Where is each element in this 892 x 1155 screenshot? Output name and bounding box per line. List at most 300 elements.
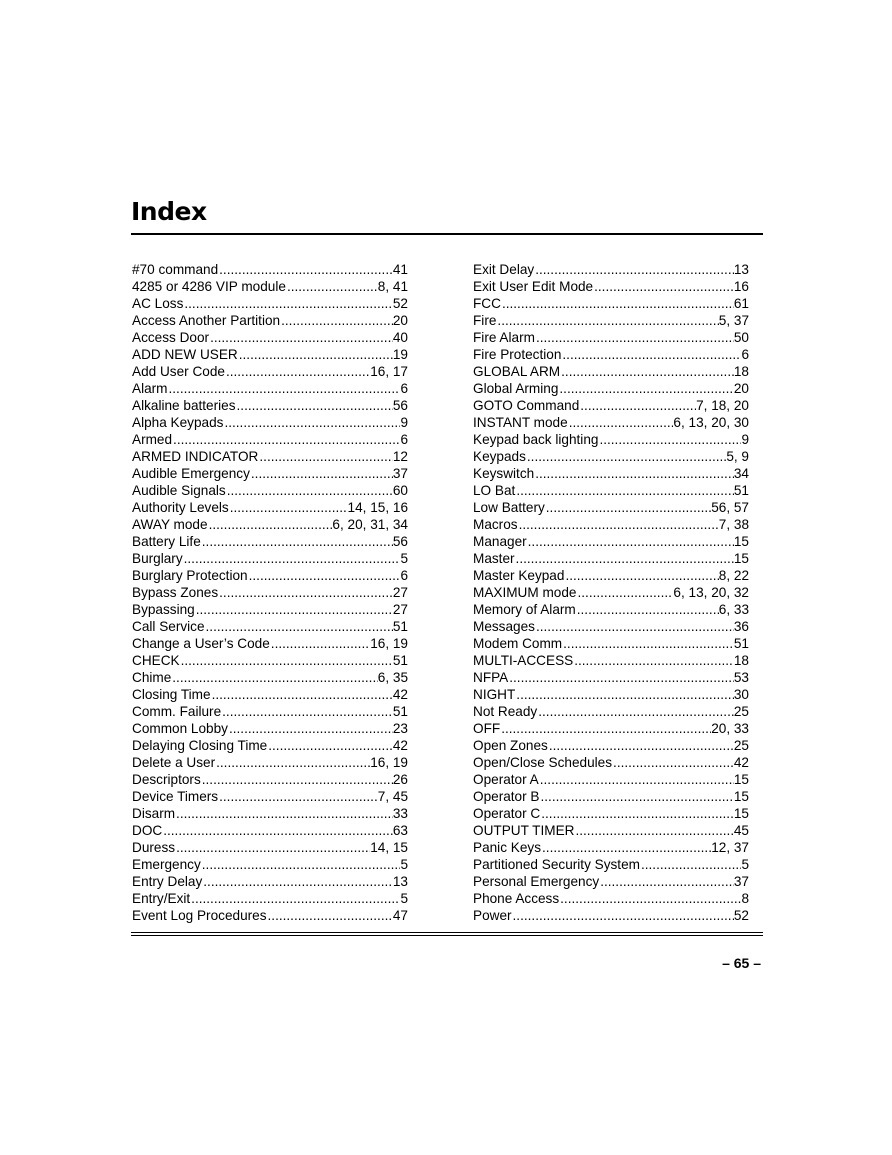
index-term: INSTANT mode	[473, 415, 568, 430]
index-pages: 51	[392, 653, 408, 668]
index-term: Entry Delay	[132, 874, 203, 889]
dot-leader	[558, 380, 733, 397]
index-pages: 6, 35	[377, 670, 408, 685]
index-term: Power	[473, 908, 512, 923]
index-term: Memory of Alarm	[473, 602, 576, 617]
index-pages: 33	[392, 806, 408, 821]
index-entry	[132, 380, 408, 397]
index-term: Descriptors	[132, 772, 201, 787]
index-entry	[132, 278, 408, 295]
index-entry	[473, 754, 749, 771]
index-entry	[473, 584, 749, 601]
index-pages: 16, 19	[370, 755, 408, 770]
dot-leader	[215, 754, 370, 771]
index-pages: 13	[733, 262, 749, 277]
dot-leader	[171, 669, 377, 686]
index-entry	[473, 788, 749, 805]
index-pages: 6, 13, 20, 32	[673, 585, 749, 600]
index-pages: 6	[400, 568, 408, 583]
index-term: MULTI-ACCESS	[473, 653, 574, 668]
index-term: Call Service	[132, 619, 205, 634]
dot-leader	[175, 839, 370, 856]
index-pages: 20, 33	[711, 721, 749, 736]
index-pages: 27	[392, 602, 408, 617]
index-pages: 25	[733, 738, 749, 753]
index-entry	[132, 261, 408, 278]
index-term: Emergency	[132, 857, 201, 872]
dot-leader	[540, 805, 734, 822]
index-entry	[132, 295, 408, 312]
dot-leader	[180, 652, 393, 669]
dot-leader	[236, 397, 393, 414]
index-entry	[132, 533, 408, 550]
index-entry	[132, 669, 408, 686]
dot-leader	[545, 499, 711, 516]
index-term: Master Keypad	[473, 568, 565, 583]
index-term: Operator A	[473, 772, 539, 787]
index-term: NFPA	[473, 670, 509, 685]
dot-leader	[183, 550, 401, 567]
index-pages: 12	[392, 449, 408, 464]
index-term: AC Loss	[132, 296, 184, 311]
index-pages: 6	[741, 347, 749, 362]
index-entry	[473, 550, 749, 567]
dot-leader	[559, 890, 741, 907]
dot-leader	[535, 618, 734, 635]
index-term: NIGHT	[473, 687, 516, 702]
index-pages: 51	[392, 619, 408, 634]
dot-leader	[286, 278, 378, 295]
index-column-left	[132, 261, 408, 924]
dot-leader	[593, 278, 734, 295]
index-pages: 6, 13, 20, 30	[673, 415, 749, 430]
index-term: Manager	[473, 534, 527, 549]
dot-leader	[576, 601, 719, 618]
index-pages: 53	[733, 670, 749, 685]
dot-leader	[564, 567, 718, 584]
dot-leader	[500, 720, 711, 737]
index-pages: 61	[733, 296, 749, 311]
index-term: Fire Alarm	[473, 330, 535, 345]
dot-leader	[496, 312, 718, 329]
dot-leader	[218, 261, 393, 278]
index-term: Operator B	[473, 789, 540, 804]
index-pages: 7, 38	[718, 517, 749, 532]
index-term: Authority Levels	[132, 500, 229, 515]
index-pages: 37	[392, 466, 408, 481]
index-pages: 20	[392, 313, 408, 328]
index-entry	[132, 465, 408, 482]
index-term: Add User Code	[132, 364, 225, 379]
index-pages: 56, 57	[711, 500, 749, 515]
index-entry	[473, 346, 749, 363]
index-pages: 15	[733, 772, 749, 787]
index-entry	[473, 261, 749, 278]
dot-leader	[223, 414, 400, 431]
index-pages: 60	[392, 483, 408, 498]
index-pages: 7, 45	[377, 789, 408, 804]
index-term: #70 command	[132, 262, 219, 277]
index-term: Modem Comm	[473, 636, 563, 651]
index-entry	[132, 329, 408, 346]
index-entry	[132, 635, 408, 652]
index-term: Keypad back lighting	[473, 432, 599, 447]
index-entry	[473, 771, 749, 788]
index-entry	[473, 516, 749, 533]
index-entry	[473, 720, 749, 737]
index-term: Open/Close Schedules	[473, 755, 613, 770]
index-term: Partitioned Security System	[473, 857, 640, 872]
index-column-right	[473, 261, 749, 924]
index-pages: 47	[392, 908, 408, 923]
index-term: LO Bat	[473, 483, 516, 498]
dot-leader	[534, 261, 734, 278]
index-pages: 7, 18, 20	[696, 398, 749, 413]
dot-leader	[562, 635, 734, 652]
dot-leader	[270, 635, 370, 652]
index-pages: 5, 37	[718, 313, 749, 328]
index-pages: 5	[741, 857, 749, 872]
index-entry	[473, 652, 749, 669]
index-entry	[473, 414, 749, 431]
index-term: ADD NEW USER	[132, 347, 238, 362]
dot-leader	[190, 890, 400, 907]
index-term: Keyswitch	[473, 466, 535, 481]
index-entry	[132, 312, 408, 329]
index-term: Exit Delay	[473, 262, 535, 277]
index-pages: 40	[392, 330, 408, 345]
index-pages: 26	[392, 772, 408, 787]
index-pages: 56	[392, 398, 408, 413]
index-term: Common Lobby	[132, 721, 228, 736]
index-term: Change a User’s Code	[132, 636, 270, 651]
dot-leader	[267, 737, 393, 754]
index-term: DOC	[132, 823, 163, 838]
index-term: Phone Access	[473, 891, 560, 906]
page-number: – 65 –	[722, 955, 761, 971]
dot-leader	[280, 312, 393, 329]
index-term: Global Arming	[473, 381, 559, 396]
index-entry	[473, 822, 749, 839]
dot-leader	[172, 431, 400, 448]
index-pages: 8	[741, 891, 749, 906]
index-entry	[473, 669, 749, 686]
index-pages: 30	[733, 687, 749, 702]
dot-leader	[576, 584, 673, 601]
index-term: Armed	[132, 432, 173, 447]
index-term: Master	[473, 551, 515, 566]
index-pages: 41	[392, 262, 408, 277]
dot-leader	[527, 533, 734, 550]
index-pages: 36	[733, 619, 749, 634]
index-entry	[473, 601, 749, 618]
dot-leader	[539, 771, 734, 788]
index-term: Fire	[473, 313, 497, 328]
index-term: FCC	[473, 296, 501, 311]
index-pages: 16	[733, 279, 749, 294]
index-pages: 56	[392, 534, 408, 549]
index-term: Access Another Partition	[132, 313, 281, 328]
index-term: Open Zones	[473, 738, 548, 753]
index-term: Delaying Closing Time	[132, 738, 268, 753]
index-pages: 25	[733, 704, 749, 719]
dot-leader	[526, 448, 726, 465]
index-pages: 23	[392, 721, 408, 736]
dot-leader	[226, 482, 393, 499]
index-entry	[132, 720, 408, 737]
index-term: Burglary Protection	[132, 568, 248, 583]
dot-leader	[267, 907, 393, 924]
index-pages: 8, 22	[718, 568, 749, 583]
index-pages: 12, 37	[711, 840, 749, 855]
index-pages: 52	[733, 908, 749, 923]
dot-leader	[573, 652, 734, 669]
index-entry	[473, 465, 749, 482]
index-entry	[473, 873, 749, 890]
index-entry	[473, 431, 749, 448]
index-term: Bypassing	[132, 602, 195, 617]
dot-leader	[598, 431, 741, 448]
index-entry	[132, 601, 408, 618]
index-pages: 42	[733, 755, 749, 770]
index-entry	[132, 907, 408, 924]
dot-leader	[518, 516, 719, 533]
index-entry	[473, 805, 749, 822]
index-pages: 20	[733, 381, 749, 396]
index-entry	[473, 703, 749, 720]
dot-leader	[205, 618, 393, 635]
index-pages: 27	[392, 585, 408, 600]
index-term: 4285 or 4286 VIP module	[132, 279, 286, 294]
dot-leader	[202, 873, 393, 890]
index-term: ARMED INDICATOR	[132, 449, 259, 464]
index-pages: 6	[400, 432, 408, 447]
index-pages: 9	[400, 415, 408, 430]
index-entry	[132, 584, 408, 601]
dot-leader	[561, 346, 741, 363]
dot-leader	[537, 703, 734, 720]
index-term: Keypads	[473, 449, 526, 464]
dot-leader	[541, 839, 711, 856]
index-pages: 37	[733, 874, 749, 889]
index-pages: 18	[733, 653, 749, 668]
index-pages: 5	[400, 551, 408, 566]
index-entry	[473, 482, 749, 499]
dot-leader	[515, 686, 734, 703]
index-entry	[132, 703, 408, 720]
index-term: GOTO Command	[473, 398, 580, 413]
index-entry	[132, 652, 408, 669]
dot-leader	[560, 363, 734, 380]
dot-leader	[238, 346, 393, 363]
index-pages: 15	[733, 806, 749, 821]
index-pages: 15	[733, 534, 749, 549]
dot-leader	[201, 771, 393, 788]
index-term: CHECK	[132, 653, 180, 668]
dot-leader	[183, 295, 393, 312]
index-pages: 42	[392, 738, 408, 753]
dot-leader	[211, 686, 393, 703]
index-pages: 51	[392, 704, 408, 719]
dot-leader	[201, 533, 393, 550]
index-term: OFF	[473, 721, 501, 736]
index-term: Exit User Edit Mode	[473, 279, 594, 294]
dot-leader	[574, 822, 733, 839]
dot-leader	[640, 856, 741, 873]
index-term: Operator C	[473, 806, 541, 821]
index-term: Macros	[473, 517, 518, 532]
index-pages: 15	[733, 551, 749, 566]
index-entry	[132, 550, 408, 567]
index-entry	[132, 754, 408, 771]
index-pages: 51	[733, 483, 749, 498]
index-entry	[132, 363, 408, 380]
index-term: Device Timers	[132, 789, 219, 804]
index-entry	[473, 448, 749, 465]
index-entry	[132, 482, 408, 499]
index-term: Battery Life	[132, 534, 201, 549]
index-entry	[473, 499, 749, 516]
index-entry	[132, 771, 408, 788]
dot-leader	[501, 295, 734, 312]
dot-leader	[248, 567, 401, 584]
index-pages: 5, 9	[726, 449, 749, 464]
index-term: Audible Emergency	[132, 466, 250, 481]
dot-leader	[515, 482, 734, 499]
dot-leader	[540, 788, 734, 805]
index-pages: 34	[733, 466, 749, 481]
index-title: Index	[131, 197, 207, 226]
index-entry	[132, 737, 408, 754]
index-term: Chime	[132, 670, 172, 685]
index-entry	[132, 788, 408, 805]
index-term: Disarm	[132, 806, 176, 821]
index-entry	[473, 533, 749, 550]
index-term: Personal Emergency	[473, 874, 600, 889]
dot-leader	[612, 754, 734, 771]
dot-leader	[218, 584, 393, 601]
index-term: GLOBAL ARM	[473, 364, 561, 379]
index-entry	[473, 890, 749, 907]
index-term: Event Log Procedures	[132, 908, 267, 923]
footer-rule	[131, 932, 763, 936]
index-entry	[132, 873, 408, 890]
index-term: Entry/Exit	[132, 891, 191, 906]
index-pages: 6, 33	[718, 602, 749, 617]
index-entry	[132, 805, 408, 822]
index-entry	[132, 890, 408, 907]
index-entry	[132, 686, 408, 703]
index-pages: 18	[733, 364, 749, 379]
index-pages: 5	[400, 857, 408, 872]
index-entry	[473, 686, 749, 703]
index-entry	[473, 635, 749, 652]
index-entry	[473, 567, 749, 584]
index-pages: 5	[400, 891, 408, 906]
index-entry	[473, 312, 749, 329]
index-entry	[132, 516, 408, 533]
dot-leader	[218, 788, 378, 805]
index-term: Alarm	[132, 381, 168, 396]
index-term: Messages	[473, 619, 535, 634]
index-entry	[473, 363, 749, 380]
index-entry	[473, 278, 749, 295]
index-pages: 14, 15	[370, 840, 408, 855]
index-term: Fire Protection	[473, 347, 562, 362]
dot-leader	[548, 737, 734, 754]
dot-leader	[225, 363, 370, 380]
index-pages: 8, 41	[377, 279, 408, 294]
index-pages: 16, 19	[370, 636, 408, 651]
index-pages: 15	[733, 789, 749, 804]
dot-leader	[221, 703, 393, 720]
index-pages: 51	[733, 636, 749, 651]
dot-leader	[534, 465, 734, 482]
index-term: Burglary	[132, 551, 183, 566]
dot-leader	[535, 329, 734, 346]
dot-leader	[209, 329, 393, 346]
index-entry	[473, 618, 749, 635]
index-entry	[132, 567, 408, 584]
dot-leader	[250, 465, 393, 482]
index-entry	[132, 618, 408, 635]
index-entry	[132, 822, 408, 839]
dot-leader	[508, 669, 734, 686]
index-term: MAXIMUM mode	[473, 585, 577, 600]
index-entry	[473, 737, 749, 754]
index-entry	[473, 856, 749, 873]
index-term: Access Door	[132, 330, 210, 345]
index-pages: 13	[392, 874, 408, 889]
title-rule	[131, 233, 763, 235]
index-entry	[132, 431, 408, 448]
dot-leader	[195, 601, 393, 618]
index-pages: 6	[400, 381, 408, 396]
dot-leader	[599, 873, 734, 890]
index-entry	[132, 499, 408, 516]
dot-leader	[515, 550, 734, 567]
index-term: Audible Signals	[132, 483, 226, 498]
index-term: Delete a User	[132, 755, 216, 770]
index-entry	[132, 397, 408, 414]
index-entry	[473, 907, 749, 924]
dot-leader	[579, 397, 696, 414]
index-term: OUTPUT TIMER	[473, 823, 575, 838]
index-term: Alkaline batteries	[132, 398, 236, 413]
index-pages: 42	[392, 687, 408, 702]
index-pages: 6, 20, 31, 34	[332, 517, 408, 532]
index-term: Alpha Keypads	[132, 415, 224, 430]
index-entry	[132, 856, 408, 873]
dot-leader	[512, 907, 734, 924]
index-entry	[473, 397, 749, 414]
dot-leader	[208, 516, 333, 533]
dot-leader	[201, 856, 401, 873]
index-pages: 19	[392, 347, 408, 362]
index-entry	[132, 414, 408, 431]
index-term: Panic Keys	[473, 840, 542, 855]
index-pages: 16, 17	[370, 364, 408, 379]
dot-leader	[258, 448, 392, 465]
dot-leader	[162, 822, 393, 839]
index-pages: 9	[741, 432, 749, 447]
index-term: Comm. Failure	[132, 704, 222, 719]
index-pages: 14, 15, 16	[347, 500, 408, 515]
index-term: Bypass Zones	[132, 585, 219, 600]
index-term: Duress	[132, 840, 176, 855]
index-term: AWAY mode	[132, 517, 208, 532]
index-pages: 50	[733, 330, 749, 345]
